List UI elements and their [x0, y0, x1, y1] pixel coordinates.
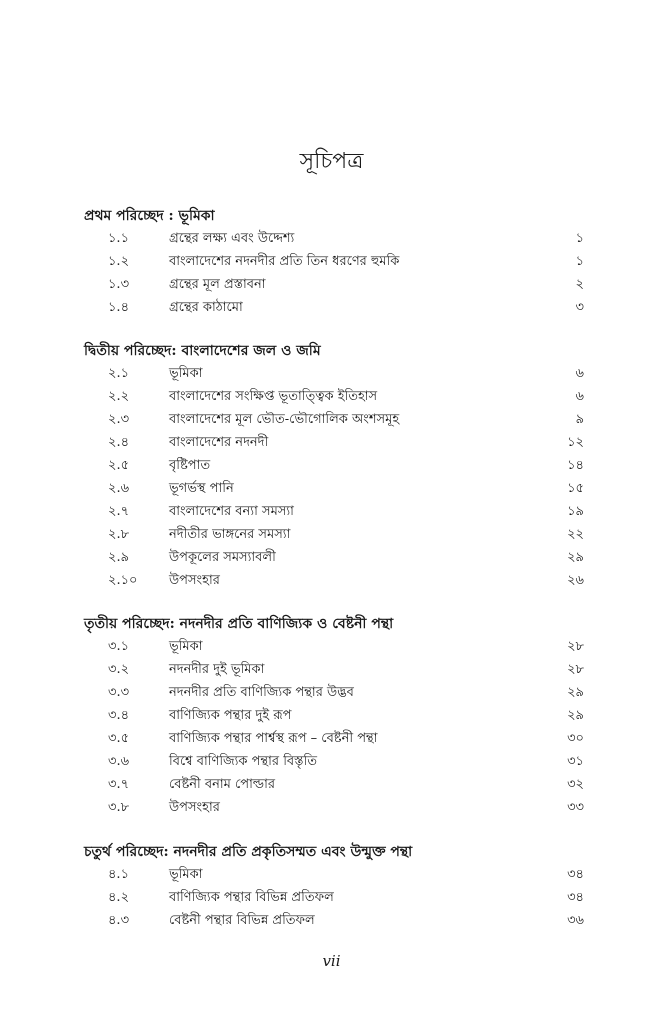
toc-entry [84, 750, 584, 773]
entry-title: বাংলাদেশের সংক্ষিপ্ত ভূতাত্ত্বিক ইতিহাস [169, 389, 378, 404]
toc-entry [84, 796, 584, 819]
entry-title: বিশ্বে বাণিজ্যিক পন্থার বিস্তৃতি [169, 754, 317, 769]
entry-page: ২৯ [567, 550, 584, 565]
entry-title: গ্রন্থের কাঠামো [169, 300, 243, 315]
entry-page: ৩৪ [567, 890, 584, 905]
toc-entry [84, 477, 584, 500]
entry-title: বৃষ্টিপাত [169, 458, 211, 473]
toc-entry [84, 250, 584, 273]
toc-entry [84, 362, 584, 385]
chapter-4 [84, 841, 584, 932]
entry-number: ৩.৫ [108, 731, 130, 746]
toc-entry [84, 296, 584, 319]
toc-entry [84, 569, 584, 592]
entry-number: ২.৫ [108, 458, 130, 473]
entry-page: ১৫ [567, 481, 584, 496]
chapter-3 [84, 613, 584, 819]
entry-title: বেষ্টনী পন্থার বিভিন্ন প্রতিফল [169, 913, 315, 928]
entry-number: ৩.৭ [108, 777, 130, 792]
entry-page: ২৯ [567, 708, 584, 723]
entry-title: ভূমিকা [169, 366, 203, 381]
entry-number: ১.১ [108, 231, 130, 246]
chapter-heading: দ্বিতীয় পরিচ্ছেদ: বাংলাদেশের জল ও জমি [84, 343, 321, 359]
entry-number: ৪.১ [108, 867, 130, 882]
entry-number: ২.৬ [108, 481, 130, 496]
entry-number: ৪.৩ [108, 913, 130, 928]
entry-number: ২.১ [108, 366, 130, 381]
entry-title: বাংলাদেশের মূল ভৌত-ভৌগোলিক অংশসমূহ [169, 412, 400, 427]
chapter-heading: তৃতীয় পরিচ্ছেদ: নদনদীর প্রতি বাণিজ্যিক ও বেষ্টনী পন্থা [84, 616, 394, 632]
entry-title: বেষ্টনী বনাম পোল্ডার [169, 777, 275, 792]
entry-page: ২৬ [567, 573, 584, 588]
page-title: সূচিপত্র [299, 149, 364, 174]
entry-page: ১ [575, 231, 584, 246]
toc-entry [84, 658, 584, 681]
toc-entry [84, 886, 584, 909]
entry-number: ২.৪ [108, 435, 130, 450]
entry-page: ২৮ [567, 662, 584, 677]
entry-number: ৩.২ [108, 662, 130, 677]
chapter-1 [84, 205, 584, 319]
entry-page: ২২ [567, 527, 584, 542]
entry-title: গ্রন্থের লক্ষ্য এবং উদ্দেশ্য [169, 231, 295, 246]
entry-number: ৩.১ [108, 639, 130, 654]
entry-page: ৩ [575, 300, 584, 315]
toc-entry [84, 909, 584, 932]
entry-number: ২.৮ [108, 527, 130, 542]
entry-page: ৩৩ [567, 800, 584, 815]
entry-title: উপকূলের সমস্যাবলী [169, 550, 276, 565]
entry-page: ৬ [575, 366, 584, 381]
entry-title: বাংলাদেশের নদনদীর প্রতি তিন ধরণের হুমকি [169, 254, 400, 269]
entry-page: ৯ [575, 412, 584, 427]
chapter-heading: চতুর্থ পরিচ্ছেদ: নদনদীর প্রতি প্রকৃতিসম্মত এবং উন্মুক্ত পন্থা [84, 844, 413, 860]
entry-number: ২.২ [108, 389, 130, 404]
entry-number: ২.৯ [108, 550, 130, 565]
toc-entry [84, 681, 584, 704]
entry-title: ভূমিকা [169, 639, 203, 654]
entry-title: বাণিজ্যিক পন্থার পার্শ্বস্থ রূপ – বেষ্টনী পন্থা [169, 731, 378, 746]
entry-title: বাণিজ্যিক পন্থার বিভিন্ন প্রতিফল [169, 890, 334, 905]
toc-entry [84, 500, 584, 523]
entry-number: ৩.৬ [108, 754, 130, 769]
entry-title: উপসংহার [169, 573, 220, 588]
toc-entry [84, 546, 584, 569]
toc-entry [84, 704, 584, 727]
page-number: vii [322, 952, 341, 970]
toc-entry [84, 523, 584, 546]
chapter-2 [84, 340, 584, 592]
toc-entry [84, 454, 584, 477]
toc-entry [84, 227, 584, 250]
entry-number: ৩.৩ [108, 685, 130, 700]
entry-page: ৩৬ [567, 913, 584, 928]
entry-page: ১৯ [567, 504, 584, 519]
toc-entry [84, 431, 584, 454]
entry-title: নদনদীর প্রতি বাণিজ্যিক পন্থার উদ্ভব [169, 685, 354, 700]
entry-page: ২ [575, 277, 584, 292]
toc-entry [84, 385, 584, 408]
entry-page: ৬ [575, 389, 584, 404]
toc-entry [84, 727, 584, 750]
entry-title: বাণিজ্যিক পন্থার দুই রূপ [169, 708, 292, 723]
entry-title: নদনদীর দুই ভূমিকা [169, 662, 265, 677]
entry-title: বাংলাদেশের নদনদী [169, 435, 269, 450]
entry-page: ৩০ [567, 731, 584, 746]
entry-title: গ্রন্থের মূল প্রস্তাবনা [169, 277, 266, 292]
chapter-heading: প্রথম পরিচ্ছেদ : ভূমিকা [84, 208, 215, 224]
entry-number: ১.৪ [108, 300, 130, 315]
toc-entry [84, 408, 584, 431]
entry-page: ৩১ [567, 754, 584, 769]
entry-page: ১২ [567, 435, 584, 450]
entry-number: ৪.২ [108, 890, 130, 905]
entry-number: ২.৭ [108, 504, 130, 519]
entry-page: ৩২ [567, 777, 584, 792]
entry-number: ১.৩ [108, 277, 130, 292]
entry-page: ৩৪ [567, 867, 584, 882]
entry-page: ২৮ [567, 639, 584, 654]
entry-title: বাংলাদেশের বন্যা সমস্যা [169, 504, 294, 519]
entry-title: ভূমিকা [169, 867, 203, 882]
entry-number: ১.২ [108, 254, 130, 269]
entry-page: ১ [575, 254, 584, 269]
toc-entry [84, 863, 584, 886]
entry-number: ৩.৪ [108, 708, 130, 723]
entry-number: ৩.৮ [108, 800, 130, 815]
entry-title: উপসংহার [169, 800, 220, 815]
entry-number: ২.৩ [108, 412, 130, 427]
toc-entry [84, 773, 584, 796]
toc-entry [84, 273, 584, 296]
entry-title: ভূগর্ভস্থ পানি [169, 481, 234, 496]
toc-entry [84, 635, 584, 658]
entry-page: ২৯ [567, 685, 584, 700]
entry-number: ২.১০ [108, 573, 138, 588]
entry-page: ১৪ [567, 458, 584, 473]
entry-title: নদীতীর ভাঙ্গনের সমস্যা [169, 527, 291, 542]
